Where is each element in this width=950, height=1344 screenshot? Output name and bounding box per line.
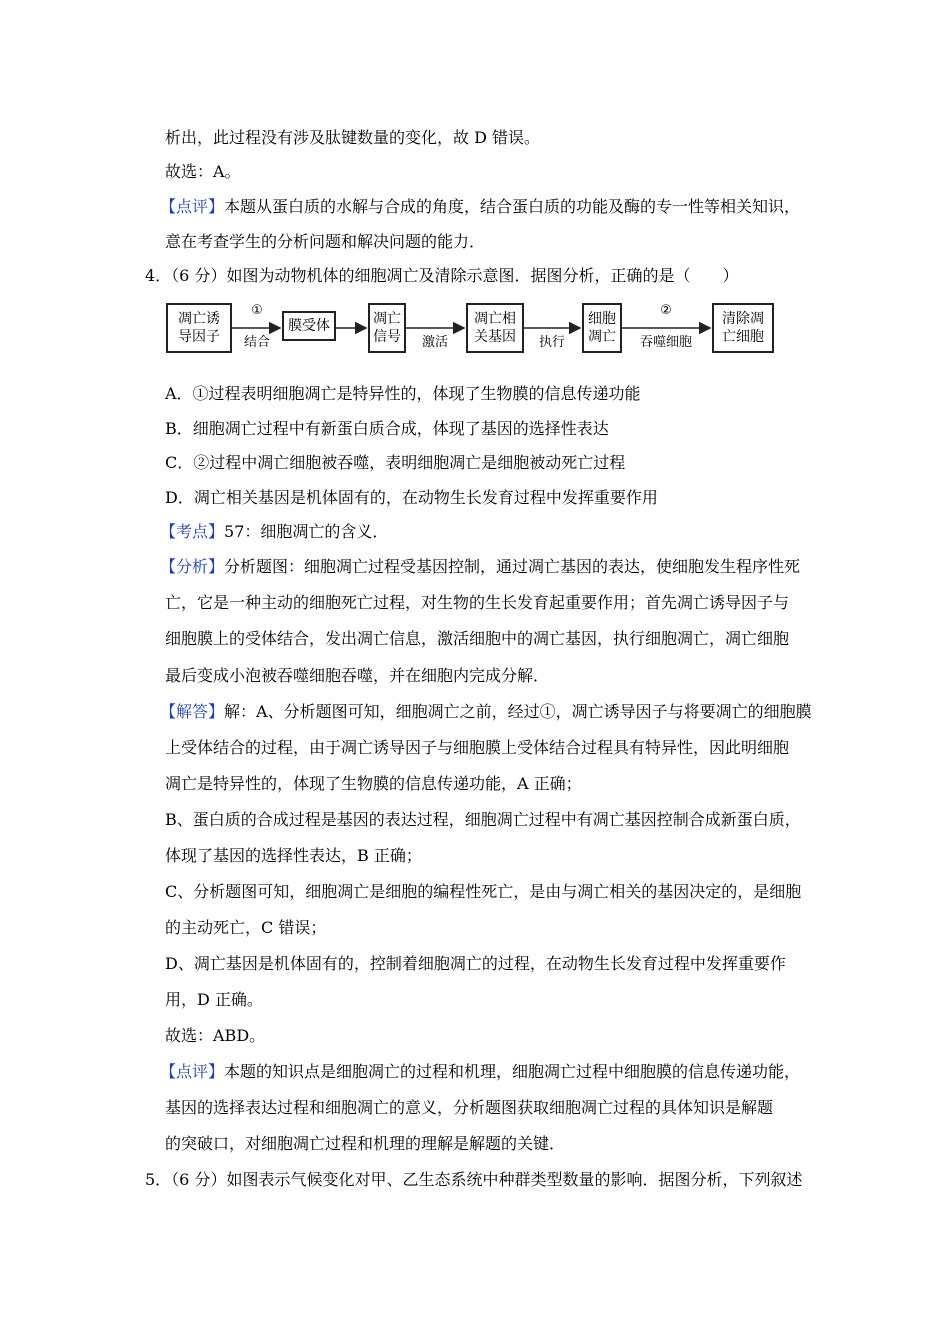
text-line: 析出，此过程没有涉及肽键数量的变化，故 D 错误。	[165, 128, 541, 147]
box-genes	[466, 303, 524, 353]
text-line: 分析题图：细胞凋亡过程受基因控制，通过凋亡基因的表达，使细胞发生程序性死	[224, 557, 801, 576]
arrow-1-top-label: ①	[251, 303, 263, 318]
box-line: 亡细胞	[722, 329, 764, 345]
answer-tag: 【解答】	[160, 702, 225, 721]
answer-paragraph	[160, 701, 812, 723]
text-line: 57：细胞凋亡的含义．	[224, 522, 389, 541]
text-line: 的突破口，对细胞凋亡过程和机理的理解是解题的关键．	[165, 1134, 566, 1153]
option-a: A．①过程表明细胞凋亡是特异性的，体现了生物膜的信息传递功能	[165, 384, 641, 403]
option-b: B．细胞凋亡过程中有新蛋白质合成，体现了基因的选择性表达	[165, 419, 609, 438]
text-line: 故选：A。	[165, 162, 241, 181]
text-line: 基因的选择表达过程和细胞凋亡的意义，分析题图获取细胞凋亡过程的具体知识是解题	[165, 1098, 774, 1117]
analysis-paragraph	[160, 556, 800, 578]
option-d: D．凋亡相关基因是机体固有的，在动物生长发育过程中发挥重要作用	[165, 488, 658, 507]
box-line: 清除凋	[722, 311, 764, 327]
option-c: C．②过程中凋亡细胞被吞噬，表明细胞凋亡是细胞被动死亡过程	[165, 453, 626, 472]
text-line: 亡，它是一种主动的细胞死亡过程，对生物的生长发育起重要作用；首先凋亡诱导因子与	[165, 593, 790, 612]
question-4-stem: 4．（6 分）如图为动物机体的细胞凋亡及清除示意图．据图分析，正确的是（ ）	[145, 266, 739, 285]
text-line: 意在考查学生的分析问题和解决问题的能力．	[165, 232, 486, 251]
review-tag: 【点评】	[160, 197, 225, 216]
box-receptor: 膜受体	[282, 311, 336, 341]
text-line: 本题从蛋白质的水解与合成的角度，结合蛋白质的功能及酶的专一性等相关知识，	[224, 197, 801, 216]
review-paragraph	[160, 196, 800, 218]
text-line: C、分析题图可知，细胞凋亡是细胞的编程性死亡，是由与凋亡相关的基因决定的，是细胞	[165, 882, 802, 901]
arrow-5-bottom-label: 吞噬细胞	[639, 335, 692, 350]
box-clearance	[712, 303, 774, 353]
text-line: D、凋亡基因是机体固有的，控制着细胞凋亡的过程，在动物生长发育过程中发挥重要作	[165, 954, 786, 973]
arrow-1-bottom-label: 结合	[243, 335, 270, 350]
box-line: 凋亡	[373, 311, 401, 327]
box-signal	[368, 303, 406, 353]
knowledge-tag: 【考点】	[160, 522, 225, 541]
text-line: 用，D 正确。	[165, 990, 263, 1009]
question-5-stem: 5．（6 分）如图表示气候变化对甲、乙生态系统中种群类型数量的影响．据图分析，下列叙述	[145, 1170, 803, 1189]
box-line: 信号	[373, 329, 401, 345]
box-line: 关基因	[474, 329, 516, 345]
box-line: 凋亡相	[474, 311, 516, 327]
text-line: 本题的知识点是细胞凋亡的过程和机理，细胞凋亡过程中细胞膜的信息传递功能，	[224, 1062, 801, 1081]
text-line: B、蛋白质的合成过程是基因的表达过程，细胞凋亡过程中有凋亡基因控制合成新蛋白质，	[165, 810, 801, 829]
knowledge-point	[160, 521, 388, 543]
arrow-3-label: 激活	[421, 335, 448, 350]
apoptosis-flow-diagram	[166, 301, 776, 355]
text-line: 的主动死亡，C 错误；	[165, 918, 327, 937]
review-paragraph-2	[160, 1061, 800, 1083]
text-line: 凋亡是特异性的，体现了生物膜的信息传递功能，A 正确；	[165, 774, 582, 793]
text-line: 上受体结合的过程，由于凋亡诱导因子与细胞膜上受体结合过程具有特异性，因此明细胞	[165, 738, 790, 757]
analysis-tag: 【分析】	[160, 557, 225, 576]
text-line: 最后变成小泡被吞噬细胞吞噬，并在细胞内完成分解．	[165, 666, 550, 685]
arrow-5-top-label: ②	[660, 303, 672, 318]
text-line: 体现了基因的选择性表达，B 正确；	[165, 846, 422, 865]
arrow-4-label: 执行	[538, 335, 565, 350]
box-line: 导因子	[178, 329, 220, 345]
box-line: 凋亡	[588, 329, 616, 345]
text-line: 细胞膜上的受体结合，发出凋亡信息，激活细胞中的凋亡基因，执行细胞凋亡，凋亡细胞	[165, 629, 790, 648]
box-line: 细胞	[588, 311, 616, 327]
text-line: 故选：ABD。	[165, 1026, 266, 1045]
box-line: 凋亡诱	[178, 311, 220, 327]
review-tag: 【点评】	[160, 1062, 225, 1081]
box-apoptosis	[582, 303, 622, 353]
box-inducer	[166, 303, 232, 353]
text-line: 解：A、分析题图可知，细胞凋亡之前，经过①，凋亡诱导因子与将要凋亡的细胞膜	[224, 702, 812, 721]
